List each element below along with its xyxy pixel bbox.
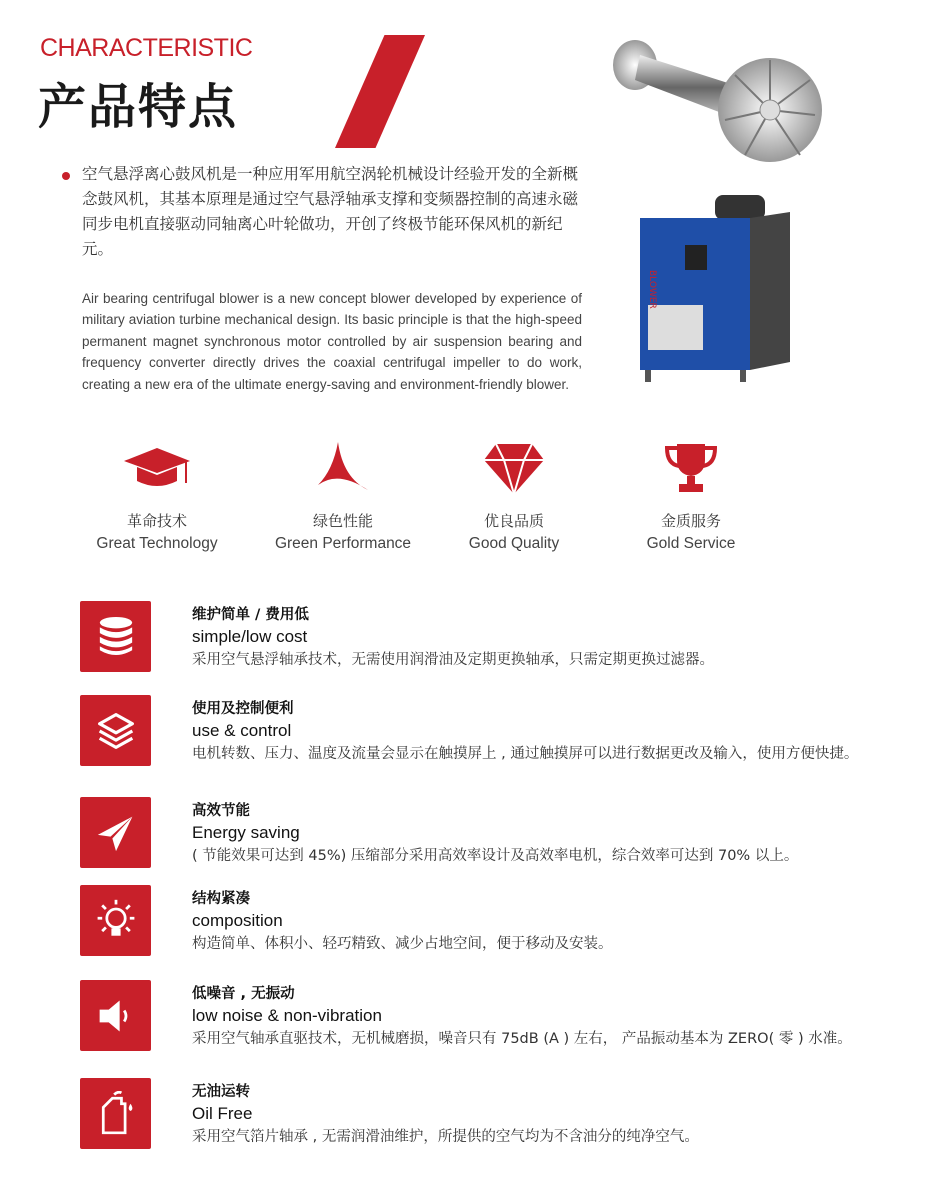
intro-en: Air bearing centrifugal blower is a new concept blower developed by experience of military aviation turbine mechanical design. Its basic principle is that the high-speed permanent magnet synchronous motor controlled by air suspension bearing and frequency converter directly drives the coaxial centrifugal impeller to do work, creating a new era of the ultimate energy-saving and environment-friendly blower. [82,291,582,392]
red-slash-decoration [335,35,425,148]
advantage-title-cn: 使用及控制便利 [192,701,294,717]
section-title-en: CHARACTERISTIC [40,34,253,62]
oil-can-icon [80,1078,151,1149]
paper-plane-icon [80,797,151,868]
advantage-title-en: composition [192,911,283,930]
graduation-cap-icon [122,440,192,496]
feature-label-en: Good Quality [468,535,560,552]
feature-label-cn: 绿色性能 [312,512,373,530]
advantage-desc: ( 节能效果可达到 45%) 压缩部分采用高效率设计及高效率电机，综合效率可达到 70% 以上。 [192,848,799,864]
advantage-title-en: simple/low cost [192,627,308,646]
layers-icon [80,695,151,766]
advantage-title-cn: 结构紧凑 [192,891,250,907]
diamond-icon [482,440,546,496]
advantage-desc: 采用空气箔片轴承 , 无需润滑油维护，所提供的空气均为不含油分的纯净空气。 [192,1129,699,1145]
advantage-title-cn: 高效节能 [192,803,250,819]
advantage-title-en: Oil Free [192,1104,253,1123]
advantage-title-cn: 维护简单 / 费用低 [192,607,309,623]
blower-machine-image [640,190,790,385]
database-icon [80,601,151,672]
feature-great-technology [67,440,247,553]
feature-green-performance [253,440,433,553]
advantage-title-en: Energy saving [192,823,300,842]
section-title-cn: 产品特点 [38,79,239,135]
leaf-swirl-icon [313,440,373,496]
advantage-desc: 电机转数、压力、温度及流量会显示在触摸屏上 , 通过触摸屏可以进行数据更改及输入，使用方便快捷。 [192,746,859,762]
advantage-title-en: use & control [192,721,292,740]
feature-gold-service [601,440,781,553]
svg-text:BLOWER: BLOWER [647,270,657,309]
advantage-desc: 采用空气悬浮轴承技术，无需使用润滑油及定期更换轴承，只需定期更换过滤器。 [192,652,714,668]
feature-label-en: Gold Service [646,535,736,552]
feature-label-cn: 优良品质 [483,512,544,530]
feature-label-cn: 金质服务 [660,512,721,530]
speaker-icon [80,980,151,1051]
feature-good-quality [424,440,604,553]
feature-label-en: Green Performance [274,535,412,552]
advantage-title-cn: 无油运转 [192,1084,250,1100]
turbine-impeller-image [610,35,825,165]
bullet-dot [62,172,70,180]
trophy-icon [663,440,719,496]
feature-label-cn: 革命技术 [126,512,187,530]
advantage-desc: 采用空气轴承直驱技术，无机械磨损，噪音只有 75dB (A ) 左右， 产品振动基本为 ZERO( 零 ) 水准。 [192,1031,852,1047]
lightbulb-icon [80,885,151,956]
intro-cn: 空气悬浮离心鼓风机是一种应用军用航空涡轮机械设计经验开发的全新概念鼓风机，其基本原理是通过空气悬浮轴承支撑和变频器控制的高速永磁同步电机直接驱动同轴离心叶轮做功，开创了终极节能环保风机的新纪元。 [82,165,579,258]
advantage-title-en: low noise & non-vibration [192,1006,382,1025]
feature-label-en: Great Technology [96,535,218,552]
advantage-desc: 构造简单、体积小、轻巧精致、减少占地空间，便于移动及安装。 [192,936,613,952]
advantage-title-cn: 低噪音 , 无振动 [192,986,295,1002]
